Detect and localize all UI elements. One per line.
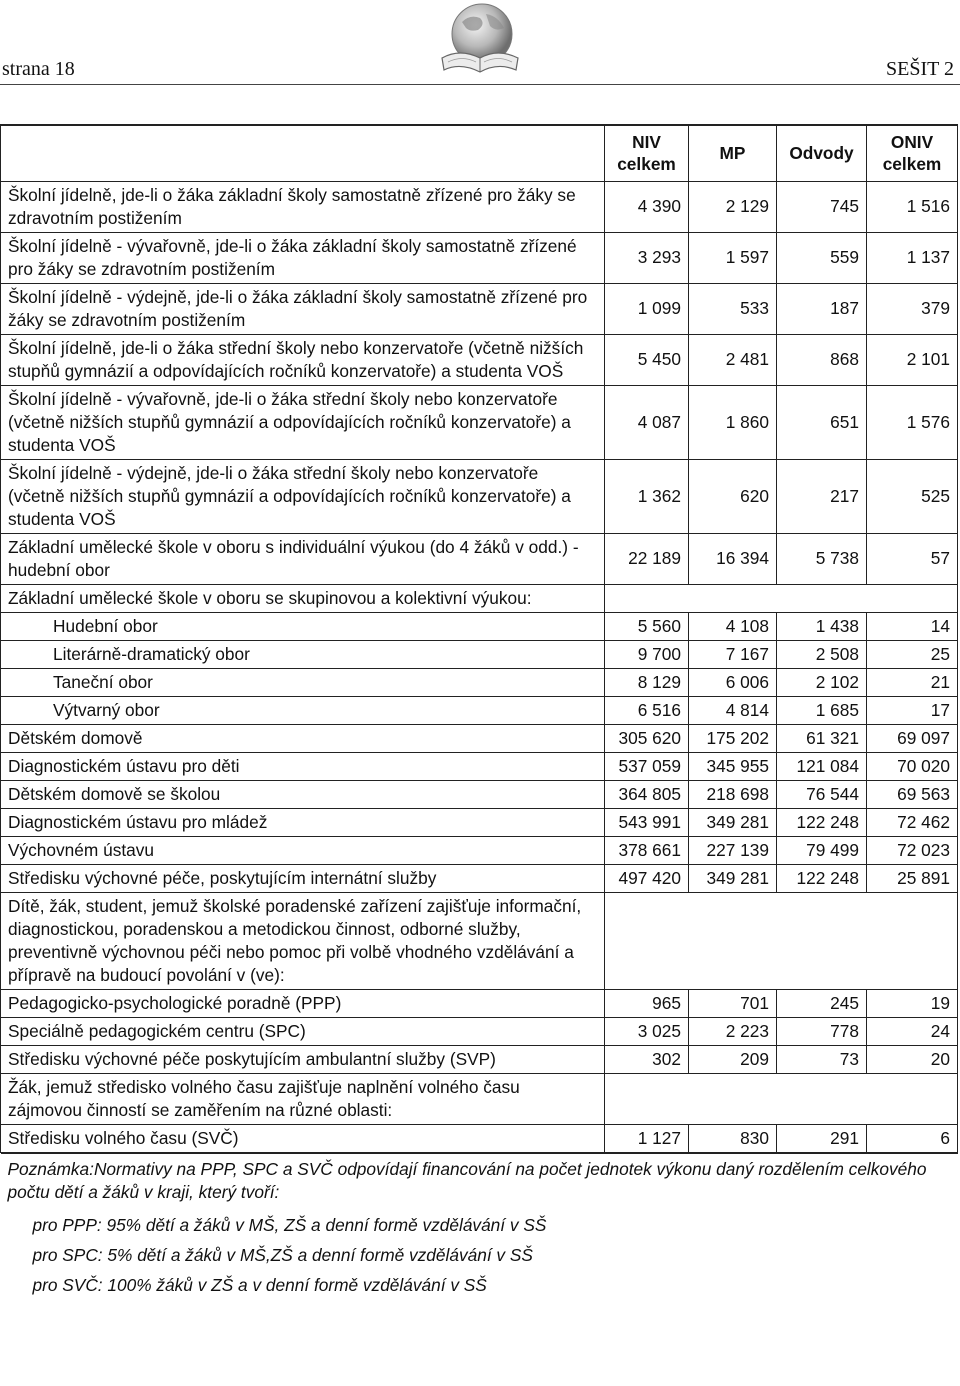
- cell-odvody: 76 544: [777, 780, 867, 808]
- table-row: [1, 459, 958, 533]
- table-row: [1, 989, 958, 1017]
- table-row: [1, 1045, 958, 1073]
- cell-niv: 497 420: [605, 864, 689, 892]
- table-row: [1, 752, 958, 780]
- cell-mp: 16 394: [689, 533, 777, 584]
- cell-mp: 2 223: [689, 1017, 777, 1045]
- table-row: [1, 836, 958, 864]
- cell-niv: 4 087: [605, 385, 689, 459]
- cell-oniv: 379: [867, 283, 958, 334]
- cell-odvody: 245: [777, 989, 867, 1017]
- cell-mp: 1 597: [689, 232, 777, 283]
- cell-oniv: 1 516: [867, 181, 958, 232]
- cell-odvody: 2 102: [777, 668, 867, 696]
- row-label: Školní jídelně - vývařovně, jde-li o žáka střední školy nebo konzervatoře (včetně nižších stupňů gymnázií a odpovídajících ročníků konzervatoře) a studenta VOŠ: [1, 385, 605, 459]
- table-row: [1, 385, 958, 459]
- section-label: Žák, jemuž středisko volného času zajišťuje naplnění volného času zájmovou činností se zaměřením na různé oblasti:: [1, 1073, 605, 1124]
- booklet-label: SEŠIT 2: [886, 58, 954, 80]
- cell-odvody: 217: [777, 459, 867, 533]
- note-item: pro PPP: 95% dětí a žáků v MŠ, ZŠ a denní formě vzdělávání v SŠ: [32, 1214, 547, 1235]
- table-row: [1, 724, 958, 752]
- table-row: [1, 283, 958, 334]
- cell-niv: 5 560: [605, 612, 689, 640]
- row-label: Literárně-dramatický obor: [1, 640, 605, 668]
- row-label: Výchovném ústavu: [1, 836, 605, 864]
- cell-mp: 209: [689, 1045, 777, 1073]
- table-header-row: [1, 125, 958, 181]
- cell-oniv: 25: [867, 640, 958, 668]
- cell-oniv: 2 101: [867, 334, 958, 385]
- row-label: Výtvarný obor: [1, 696, 605, 724]
- cell-mp: 349 281: [689, 864, 777, 892]
- cell-odvody: 2 508: [777, 640, 867, 668]
- cell-mp: 7 167: [689, 640, 777, 668]
- cell-odvody: 778: [777, 1017, 867, 1045]
- table-row: [1, 696, 958, 724]
- cell-odvody: 1 685: [777, 696, 867, 724]
- column-header-oniv: ONIV celkem: [867, 125, 958, 181]
- table-section-row: [1, 892, 958, 989]
- cell-odvody: 73: [777, 1045, 867, 1073]
- cell-oniv: 14: [867, 612, 958, 640]
- cell-odvody: 79 499: [777, 836, 867, 864]
- row-label: Dětském domově: [1, 724, 605, 752]
- table-row: [1, 864, 958, 892]
- cell-mp: 701: [689, 989, 777, 1017]
- cell-niv: 305 620: [605, 724, 689, 752]
- empty-values-cell: [605, 1073, 958, 1124]
- cell-niv: 3 025: [605, 1017, 689, 1045]
- cell-odvody: 122 248: [777, 808, 867, 836]
- cell-niv: 378 661: [605, 836, 689, 864]
- cell-niv: 302: [605, 1045, 689, 1073]
- cell-niv: 22 189: [605, 533, 689, 584]
- table-row: [1, 334, 958, 385]
- note-text: Poznámka:Normativy na PPP, SPC a SVČ odpovídají financování na počet jednotek výkonu daný rozdělením celkového počtu dětí a žáků v kraji, který tvoří:: [7, 1158, 927, 1202]
- row-label: Školní jídelně - výdejně, jde-li o žáka střední školy nebo konzervatoře (včetně nižších stupňů gymnázií a odpovídajících ročníků konzervatoře) a studenta VOŠ: [1, 459, 605, 533]
- cell-oniv: 1 137: [867, 232, 958, 283]
- cell-odvody: 122 248: [777, 864, 867, 892]
- cell-oniv: 17: [867, 696, 958, 724]
- cell-oniv: 57: [867, 533, 958, 584]
- column-header-odvody: Odvody: [777, 125, 867, 181]
- row-label: Pedagogicko-psychologické poradně (PPP): [1, 989, 605, 1017]
- cell-oniv: 1 576: [867, 385, 958, 459]
- globe-book-logo-icon: [436, 2, 522, 87]
- row-label: Školní jídelně, jde-li o žáka střední školy nebo konzervatoře (včetně nižších stupňů gymnázií a odpovídajících ročníků konzervatoře) a studenta VOŠ: [1, 334, 605, 385]
- cell-oniv: 6: [867, 1124, 958, 1152]
- table-row: [1, 640, 958, 668]
- table-section-row: [1, 584, 958, 612]
- cell-niv: 543 991: [605, 808, 689, 836]
- cell-odvody: 559: [777, 232, 867, 283]
- table-row: [1, 780, 958, 808]
- normative-table: [0, 124, 958, 1300]
- cell-oniv: 20: [867, 1045, 958, 1073]
- row-label: Školní jídelně - vývařovně, jde-li o žáka základní školy samostatně zřízené pro žáky se zdravotním postižením: [1, 232, 605, 283]
- cell-oniv: 69 097: [867, 724, 958, 752]
- cell-niv: 1 127: [605, 1124, 689, 1152]
- cell-oniv: 70 020: [867, 752, 958, 780]
- row-label: Středisku volného času (SVČ): [1, 1124, 605, 1152]
- cell-odvody: 651: [777, 385, 867, 459]
- cell-odvody: 121 084: [777, 752, 867, 780]
- cell-mp: 2 481: [689, 334, 777, 385]
- cell-odvody: 745: [777, 181, 867, 232]
- note-row: [1, 1152, 958, 1300]
- row-label: Hudební obor: [1, 612, 605, 640]
- cell-oniv: 25 891: [867, 864, 958, 892]
- cell-mp: 2 129: [689, 181, 777, 232]
- cell-mp: 1 860: [689, 385, 777, 459]
- cell-niv: 3 293: [605, 232, 689, 283]
- row-label: Středisku výchovné péče poskytujícím ambulantní služby (SVP): [1, 1045, 605, 1073]
- cell-mp: 345 955: [689, 752, 777, 780]
- cell-niv: 8 129: [605, 668, 689, 696]
- table-row: [1, 808, 958, 836]
- cell-odvody: 291: [777, 1124, 867, 1152]
- cell-odvody: 5 738: [777, 533, 867, 584]
- cell-oniv: 69 563: [867, 780, 958, 808]
- cell-niv: 364 805: [605, 780, 689, 808]
- cell-oniv: 525: [867, 459, 958, 533]
- cell-mp: 620: [689, 459, 777, 533]
- table-row: [1, 668, 958, 696]
- empty-values-cell: [605, 584, 958, 612]
- table-row: [1, 1124, 958, 1152]
- column-header-mp: MP: [689, 125, 777, 181]
- row-label: Školní jídelně - výdejně, jde-li o žáka základní školy samostatně zřízené pro žáky se zdravotním postižením: [1, 283, 605, 334]
- cell-odvody: 61 321: [777, 724, 867, 752]
- row-label: Školní jídelně, jde-li o žáka základní školy samostatně zřízené pro žáky se zdravotním postižením: [1, 181, 605, 232]
- row-label: Diagnostickém ústavu pro mládež: [1, 808, 605, 836]
- cell-niv: 1 362: [605, 459, 689, 533]
- section-label: Dítě, žák, student, jemuž školské poradenské zařízení zajišťuje informační, diagnostickou, poradenskou a metodickou činnost, odborné služby, preventivně výchovnou péči nebo pomoc při volbě vhodného vzdělávání a přípravě na budoucí povolání v (ve):: [1, 892, 605, 989]
- table-row: [1, 612, 958, 640]
- table-row: [1, 533, 958, 584]
- cell-mp: 218 698: [689, 780, 777, 808]
- row-label: Taneční obor: [1, 668, 605, 696]
- note-item: pro SPC: 5% dětí a žáků v MŠ,ZŠ a denní formě vzdělávání v SŠ: [32, 1244, 533, 1265]
- cell-niv: 6 516: [605, 696, 689, 724]
- cell-oniv: 19: [867, 989, 958, 1017]
- cell-mp: 349 281: [689, 808, 777, 836]
- cell-mp: 227 139: [689, 836, 777, 864]
- note-cell: [1, 1152, 958, 1300]
- cell-odvody: 187: [777, 283, 867, 334]
- row-label: Diagnostickém ústavu pro děti: [1, 752, 605, 780]
- cell-niv: 9 700: [605, 640, 689, 668]
- header-empty-cell: [1, 125, 605, 181]
- cell-mp: 830: [689, 1124, 777, 1152]
- cell-niv: 537 059: [605, 752, 689, 780]
- cell-mp: 533: [689, 283, 777, 334]
- cell-niv: 965: [605, 989, 689, 1017]
- cell-mp: 4 108: [689, 612, 777, 640]
- cell-mp: 4 814: [689, 696, 777, 724]
- table-row: [1, 181, 958, 232]
- cell-odvody: 1 438: [777, 612, 867, 640]
- page-header: [0, 0, 960, 86]
- row-label: Speciálně pedagogickém centru (SPC): [1, 1017, 605, 1045]
- note-item: pro SVČ: 100% žáků v ZŠ a v denní formě vzdělávání v SŠ: [32, 1274, 487, 1295]
- cell-oniv: 72 462: [867, 808, 958, 836]
- cell-odvody: 868: [777, 334, 867, 385]
- column-header-niv: NIV celkem: [605, 125, 689, 181]
- cell-oniv: 24: [867, 1017, 958, 1045]
- table-section-row: [1, 1073, 958, 1124]
- cell-oniv: 21: [867, 668, 958, 696]
- section-label: Základní umělecké škole v oboru se skupinovou a kolektivní výukou:: [1, 584, 605, 612]
- cell-oniv: 72 023: [867, 836, 958, 864]
- row-label: Dětském domově se školou: [1, 780, 605, 808]
- cell-mp: 6 006: [689, 668, 777, 696]
- cell-niv: 5 450: [605, 334, 689, 385]
- note-block: [1, 1153, 958, 1300]
- cell-niv: 1 099: [605, 283, 689, 334]
- table-row: [1, 232, 958, 283]
- cell-niv: 4 390: [605, 181, 689, 232]
- table-row: [1, 1017, 958, 1045]
- page-number: strana 18: [2, 58, 75, 80]
- empty-values-cell: [605, 892, 958, 989]
- row-label: Základní umělecké škole v oboru s individuální výukou (do 4 žáků v odd.) - hudební obor: [1, 533, 605, 584]
- cell-mp: 175 202: [689, 724, 777, 752]
- header-divider: [0, 84, 960, 85]
- row-label: Středisku výchovné péče, poskytujícím internátní služby: [1, 864, 605, 892]
